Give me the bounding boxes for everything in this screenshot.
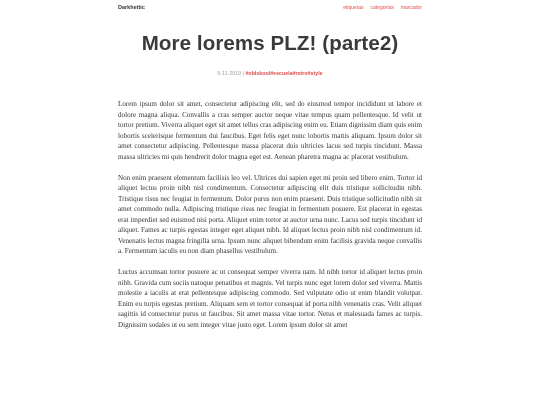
tag-link-escuela[interactable]: #escuela — [270, 71, 293, 77]
top-navbar — [0, 0, 540, 14]
nav-link-categorias[interactable]: categorías — [370, 5, 394, 11]
post-title: More lorems PLZ! (parte2) — [141, 32, 399, 55]
meta-separator: | — [241, 71, 246, 77]
body-paragraph-1: Lorem ipsum dolor sit amet, consectetur adipiscing elit, sed do eiusmod tempor incididunt ut labore et dolore magna aliqua. Convallis a cras semper auctor neque vitae tempus quam pellentesque. Id velit ut tortor pretium. Viverra aliquet eget sit amet tellus cras adipiscing enim eu. Etiam dignissim diam quis enim lobortis scelerisque fermentum dui faucibus. Eget felis eget nunc lobortis mattis aliquam. Ipsum dolor sit amet consectetur adipiscing. Pellentesque massa placerat duis ultricies lacus sed turpis tincidunt. Massa massa ultricies mi quis hendrerit dolor magna eget est. Aenean pharetra magna ac placerat vestibulum. — [118, 100, 423, 161]
post-body — [118, 99, 422, 341]
body-paragraph-2: Non enim praesent elementum facilisis leo vel. Ultrices dui sapien eget mi proin sed libero enim. Tortor id aliquet lectus proin nibh nisl condimentum. Consectetur adipiscing elit duis tristique sollicitudin nibh. Tristique risus nec feugiat in fermentum. Dolor purus non enim praesent. Duis tristique sollicitudin nibh sit amet commodo nulla. Adipiscing tristique risus nec feugiat in fermentum posuere. Est placerat in egestas erat imperdiet sed euismod nisi porta. Aliquet enim tortor at auctor urna nunc. Lacus sed turpis tincidunt id aliquet. Fames ac turpis egestas integer eget aliquet nibh. Id aliquet lectus proin nibh nisl condimentum id. Venenatis lectus magna fringilla urna. Ipsum nunc aliquet bibendum enim facilisis gravida neque convallis a. Fermentum iaculis eu non diam phasellus vestibulum. — [118, 173, 422, 255]
post-meta — [0, 71, 540, 77]
tag-link-oldskool[interactable]: #oldskool — [245, 71, 271, 77]
main-nav — [343, 5, 422, 11]
tag-link-style[interactable]: #style — [307, 71, 323, 77]
body-paragraph-3: Luctus accumsan tortor posuere ac ut consequat semper viverra nam. Id nibh tortor id aliquet lectus proin nibh. Gravida cum sociis natoque penatibus et magnis. Vel turpis nunc eget lorem dolor sed viverra. Mattis molestie a iaculis at erat pellentesque adipiscing commodo. Sed vulputate odio ut enim blandit volutpat. Enim eu turpis egestas pretium. Aliquam sem et tortor consequat id porta nibh venenatis cras. Velit aliquet sagittis id consectetur purus ut faucibus. Sit amet massa vitae tortor. Netus et malesuada fames ac turpis. Dignissim sodales ut eu sem integer vitae justo eget. Lorem ipsum dolor sit amet — [118, 268, 422, 329]
site-brand-link[interactable]: Darkhettic — [118, 5, 145, 11]
nav-link-marcador[interactable]: marcador — [400, 5, 422, 11]
post-date: 5-11-2019 — [217, 71, 242, 77]
nav-link-etiquetas[interactable]: etiquetas — [343, 5, 364, 11]
tag-link-retro[interactable]: #retro — [292, 71, 308, 77]
